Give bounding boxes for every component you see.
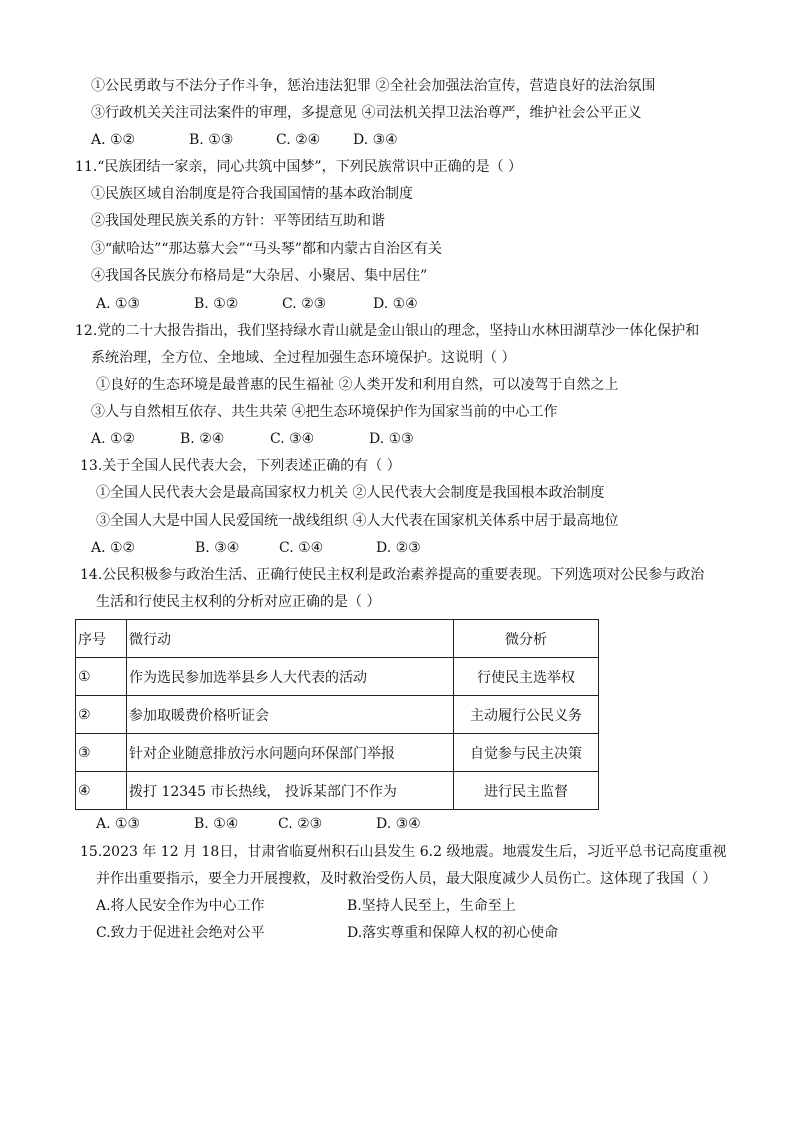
option-a[interactable]: A. ①② [91, 132, 136, 148]
option-d[interactable]: D. ③④ [376, 816, 421, 832]
option-a[interactable]: A. ①③ [96, 296, 141, 312]
option-b[interactable]: B. ①④ [194, 816, 239, 832]
option-b[interactable]: B. ①② [194, 296, 239, 312]
q14-stem-2: 生活和行使民主权利的分析对应正确的是（ ） [96, 594, 381, 610]
q13-statements-2: ③全国人大是中国人民爱国统一战线组织 ④人大代表在国家机关体系中居于最高地位 [96, 513, 619, 529]
option-c[interactable]: C. ③④ [270, 431, 315, 447]
option-d[interactable]: D. ③④ [353, 132, 398, 148]
q14-table [75, 619, 599, 810]
q15-stem-1: 15.2023 年 12 月 18日，甘肃省临夏州积石山县发生 6.2 级地震。地震发生后，习近平总书记高度重视 [80, 844, 727, 860]
q12-options [91, 430, 414, 448]
option-c[interactable]: C. ②③ [278, 816, 323, 832]
q15-option-b[interactable]: B.坚持人民至上，生命至上 [347, 898, 516, 914]
q15-stem-2: 并作出重要指示，要全力开展搜救，及时救治受伤人员，最大限度减少人员伤亡。这体现了我国（ ） [96, 871, 717, 887]
row-action: 作为选民参加选举县乡人大代表的活动 [127, 658, 454, 696]
q14-stem-1: 14.公民积极参与政治生活、正确行使民主权利是政治素养提高的重要表现。下列选项对公民参与政治 [80, 567, 705, 583]
q12-statements-2: ③人与自然相互依存、共生共荣 ④把生态环境保护作为国家当前的中心工作 [91, 404, 558, 420]
row-number: ③ [76, 734, 127, 772]
option-b[interactable]: B. ③④ [195, 540, 240, 556]
row-analysis: 主动履行公民义务 [454, 696, 599, 734]
row-analysis: 自觉参与民主决策 [454, 734, 599, 772]
option-d[interactable]: D. ②③ [376, 540, 421, 556]
option-a[interactable]: A. ①③ [96, 816, 141, 832]
q11-stem: 11.“民族团结一家亲，同心共筑中国梦”，下列民族常识中正确的是（ ） [75, 159, 523, 175]
q12-stem-1: 12.党的二十大报告指出，我们坚持绿水青山就是金山银山的理念，坚持山水林田湖草沙一体化保护和 [75, 323, 700, 339]
row-action: 拨打 12345 市长热线， 投诉某部门不作为 [127, 772, 454, 810]
q10-statements-1: ①公民勇敢与不法分子作斗争，惩治违法犯罪 ②全社会加强法治宣传，营造良好的法治氛围 [91, 78, 656, 94]
option-a[interactable]: A. ①② [91, 540, 136, 556]
q15-option-c[interactable]: C.致力于促进社会绝对公平 [96, 925, 265, 941]
q12-stem-2: 系统治理，全方位、全地域、全过程加强生态环境保护。这说明（ ） [91, 350, 516, 366]
table-row [76, 734, 599, 772]
q15-option-a[interactable]: A.将人民安全作为中心工作 [96, 898, 265, 914]
option-d[interactable]: D. ①③ [369, 431, 414, 447]
table-header-row [76, 620, 599, 658]
q11-item-2: ②我国处理民族关系的方针：平等团结互助和谐 [91, 213, 385, 229]
option-d[interactable]: D. ①④ [373, 296, 418, 312]
q11-item-1: ①民族区域自治制度是符合我国国情的基本政治制度 [91, 186, 413, 202]
q11-options [96, 295, 418, 313]
option-b[interactable]: B. ②④ [180, 431, 225, 447]
table-row [76, 696, 599, 734]
table-row [76, 658, 599, 696]
q10-statements-2: ③行政机关关注司法案件的审理，多提意见 ④司法机关捍卫法治尊严，维护社会公平正义 [91, 105, 642, 121]
row-analysis: 进行民主监督 [454, 772, 599, 810]
row-action: 针对企业随意排放污水问题向环保部门举报 [127, 734, 454, 772]
header-cell-action: 微行动 [127, 620, 454, 658]
table-row [76, 772, 599, 810]
row-number: ① [76, 658, 127, 696]
option-b[interactable]: B. ①③ [189, 132, 234, 148]
header-cell-number: 序号 [76, 620, 127, 658]
row-number: ② [76, 696, 127, 734]
option-a[interactable]: A. ①② [91, 431, 136, 447]
q11-item-4: ④我国各民族分布格局是“大杂居、小聚居、集中居住” [91, 268, 428, 284]
header-cell-analysis: 微分析 [454, 620, 599, 658]
q13-statements-1: ①全国人民代表大会是最高国家权力机关 ②人民代表大会制度是我国根本政治制度 [96, 485, 605, 501]
q10-options [91, 131, 398, 149]
row-number: ④ [76, 772, 127, 810]
row-analysis: 行使民主选举权 [454, 658, 599, 696]
option-c[interactable]: C. ②④ [276, 132, 321, 148]
q12-statements-1: ①良好的生态环境是最普惠的民生福祉 ②人类开发和利用自然，可以凌驾于自然之上 [96, 377, 619, 393]
q13-options [91, 539, 421, 557]
q15-option-d[interactable]: D.落实尊重和保障人权的初心使命 [347, 925, 559, 941]
q14-options [96, 815, 421, 833]
option-c[interactable]: C. ②③ [282, 296, 327, 312]
q13-stem: 13.关于全国人民代表大会，下列表述正确的有（ ） [80, 458, 401, 474]
q11-item-3: ③“献哈达”“那达慕大会”“马头琴”都和内蒙古自治区有关 [91, 241, 442, 257]
row-action: 参加取暖费价格听证会 [127, 696, 454, 734]
option-c[interactable]: C. ①④ [279, 540, 324, 556]
